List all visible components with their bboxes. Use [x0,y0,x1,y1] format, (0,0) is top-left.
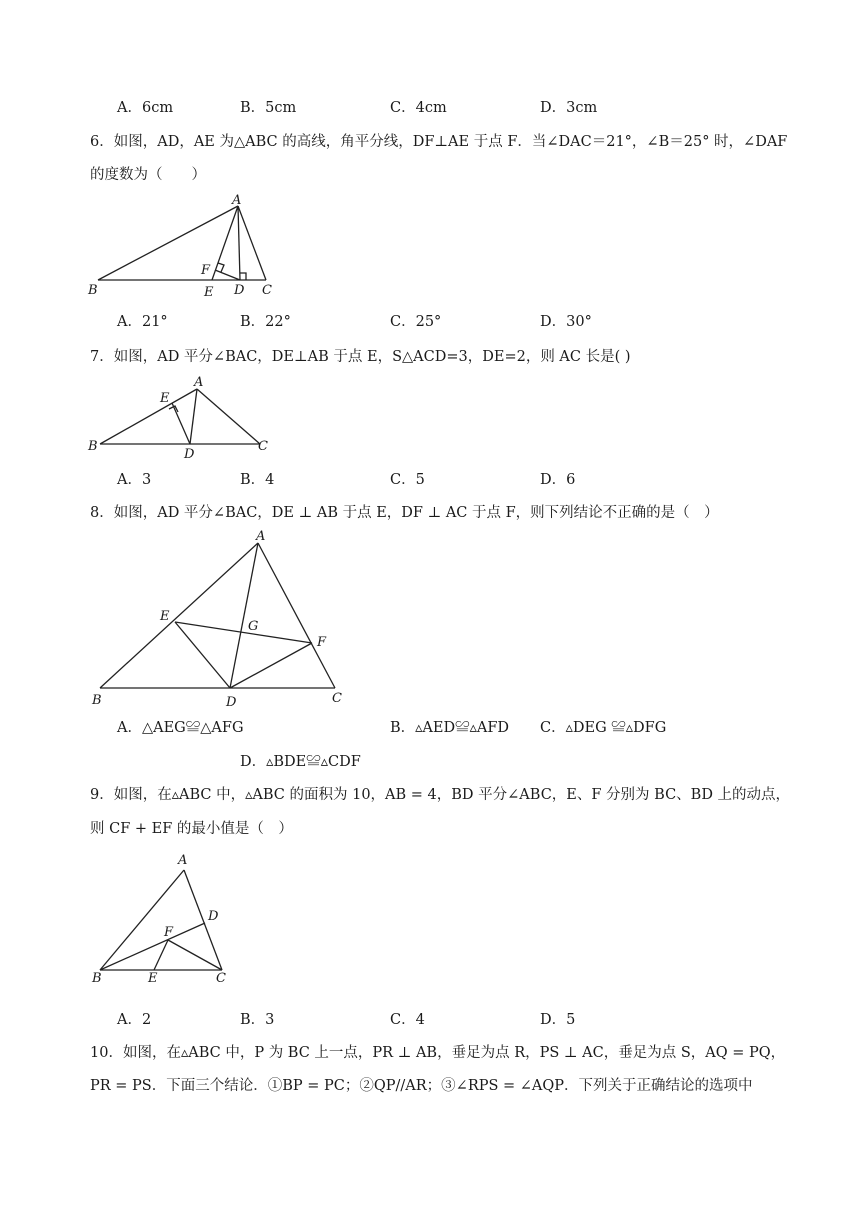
q6-label-f: F [201,263,211,278]
q9-option-a[interactable]: A．2 [117,1012,152,1028]
q9-option-c[interactable]: C．4 [390,1012,425,1028]
q5-option-d[interactable]: D．3cm [540,100,598,116]
q6-stem-line2: 的度数为（ ） [90,167,206,183]
q8-label-e: E [160,609,170,624]
q6-label-c: C [262,283,272,298]
q8-label-a: A [256,529,266,544]
q9-label-d: D [208,909,219,924]
q8-label-d: D [226,695,237,710]
q7-option-a[interactable]: A．3 [117,472,152,488]
q9-option-b[interactable]: B．3 [240,1012,275,1028]
q9-option-d[interactable]: D．5 [540,1012,576,1028]
q6-option-b[interactable]: B．22° [240,314,291,330]
q8-label-c: C [332,691,342,706]
q5-option-c[interactable]: C．4cm [390,100,447,116]
q9-label-e: E [148,971,158,986]
q10-stem-line2: PR = PS．下面三个结论．①BP = PC；②QP//AR；③∠RPS = ∠AQP．下列关于正确结论的选项中 [90,1078,753,1094]
q8-option-b[interactable]: B．▵AED≌▵AFD [390,720,510,736]
q7-label-a: A [194,375,204,390]
q6-option-a[interactable]: A．21° [117,314,168,330]
q9-label-b: B [92,971,102,986]
q7-option-c[interactable]: C．5 [390,472,425,488]
q5-option-a[interactable]: A．6cm [117,100,174,116]
q9-stem-line1: 9．如图，在▵ABC 中，▵ABC 的面积为 10，AB = 4，BD 平分∠ABC，E、F 分别为 BC、BD 上的动点， [90,787,791,803]
q6-stem-line1: 6．如图，AD，AE 为△ABC 的高线，角平分线，DF⊥AE 于点 F．当∠DAC＝21°，∠B＝25° 时，∠DAF [90,134,788,150]
q8-option-a[interactable]: A．△AEG≌△AFG [117,720,244,736]
q8-figure [80,528,370,710]
q9-stem-line2: 则 CF + EF 的最小值是（ ） [90,821,293,837]
q9-figure [82,848,242,988]
q7-option-d[interactable]: D．6 [540,472,576,488]
q9-label-f: F [164,925,174,940]
q7-figure [80,372,280,462]
q6-figure [80,190,280,302]
q6-label-b: B [88,283,98,298]
q8-label-g: G [248,619,259,634]
q7-option-b[interactable]: B．4 [240,472,275,488]
q7-label-e: E [160,391,170,406]
q6-label-d: D [234,283,245,298]
q6-label-e: E [204,285,214,300]
q7-label-b: B [88,439,98,454]
q5-option-b[interactable]: B．5cm [240,100,297,116]
q8-stem-line1: 8．如图，AD 平分∠BAC，DE ⊥ AB 于点 E，DF ⊥ AC 于点 F，则下列结论不正确的是（ ） [90,505,719,521]
q6-option-c[interactable]: C．25° [390,314,442,330]
q7-stem-line1: 7．如图，AD 平分∠BAC，DE⊥AB 于点 E，S△ACD=3，DE=2，则 AC 长是( ) [90,349,631,365]
q6-label-a: A [232,193,242,208]
q7-label-c: C [258,439,268,454]
q6-option-d[interactable]: D．30° [540,314,592,330]
q8-label-f: F [317,635,327,650]
q9-label-c: C [216,971,226,986]
q8-label-b: B [92,693,102,708]
q7-label-d: D [184,447,195,462]
q9-label-a: A [178,853,188,868]
q10-stem-line1: 10．如图，在▵ABC 中，P 为 BC 上一点，PR ⊥ AB，垂足为点 R，PS ⊥ AC，垂足为点 S，AQ = PQ， [90,1045,786,1061]
q8-option-c[interactable]: C．▵DEG ≌▵DFG [540,720,667,736]
q8-option-d[interactable]: D．▵BDE≌▵CDF [240,754,361,770]
